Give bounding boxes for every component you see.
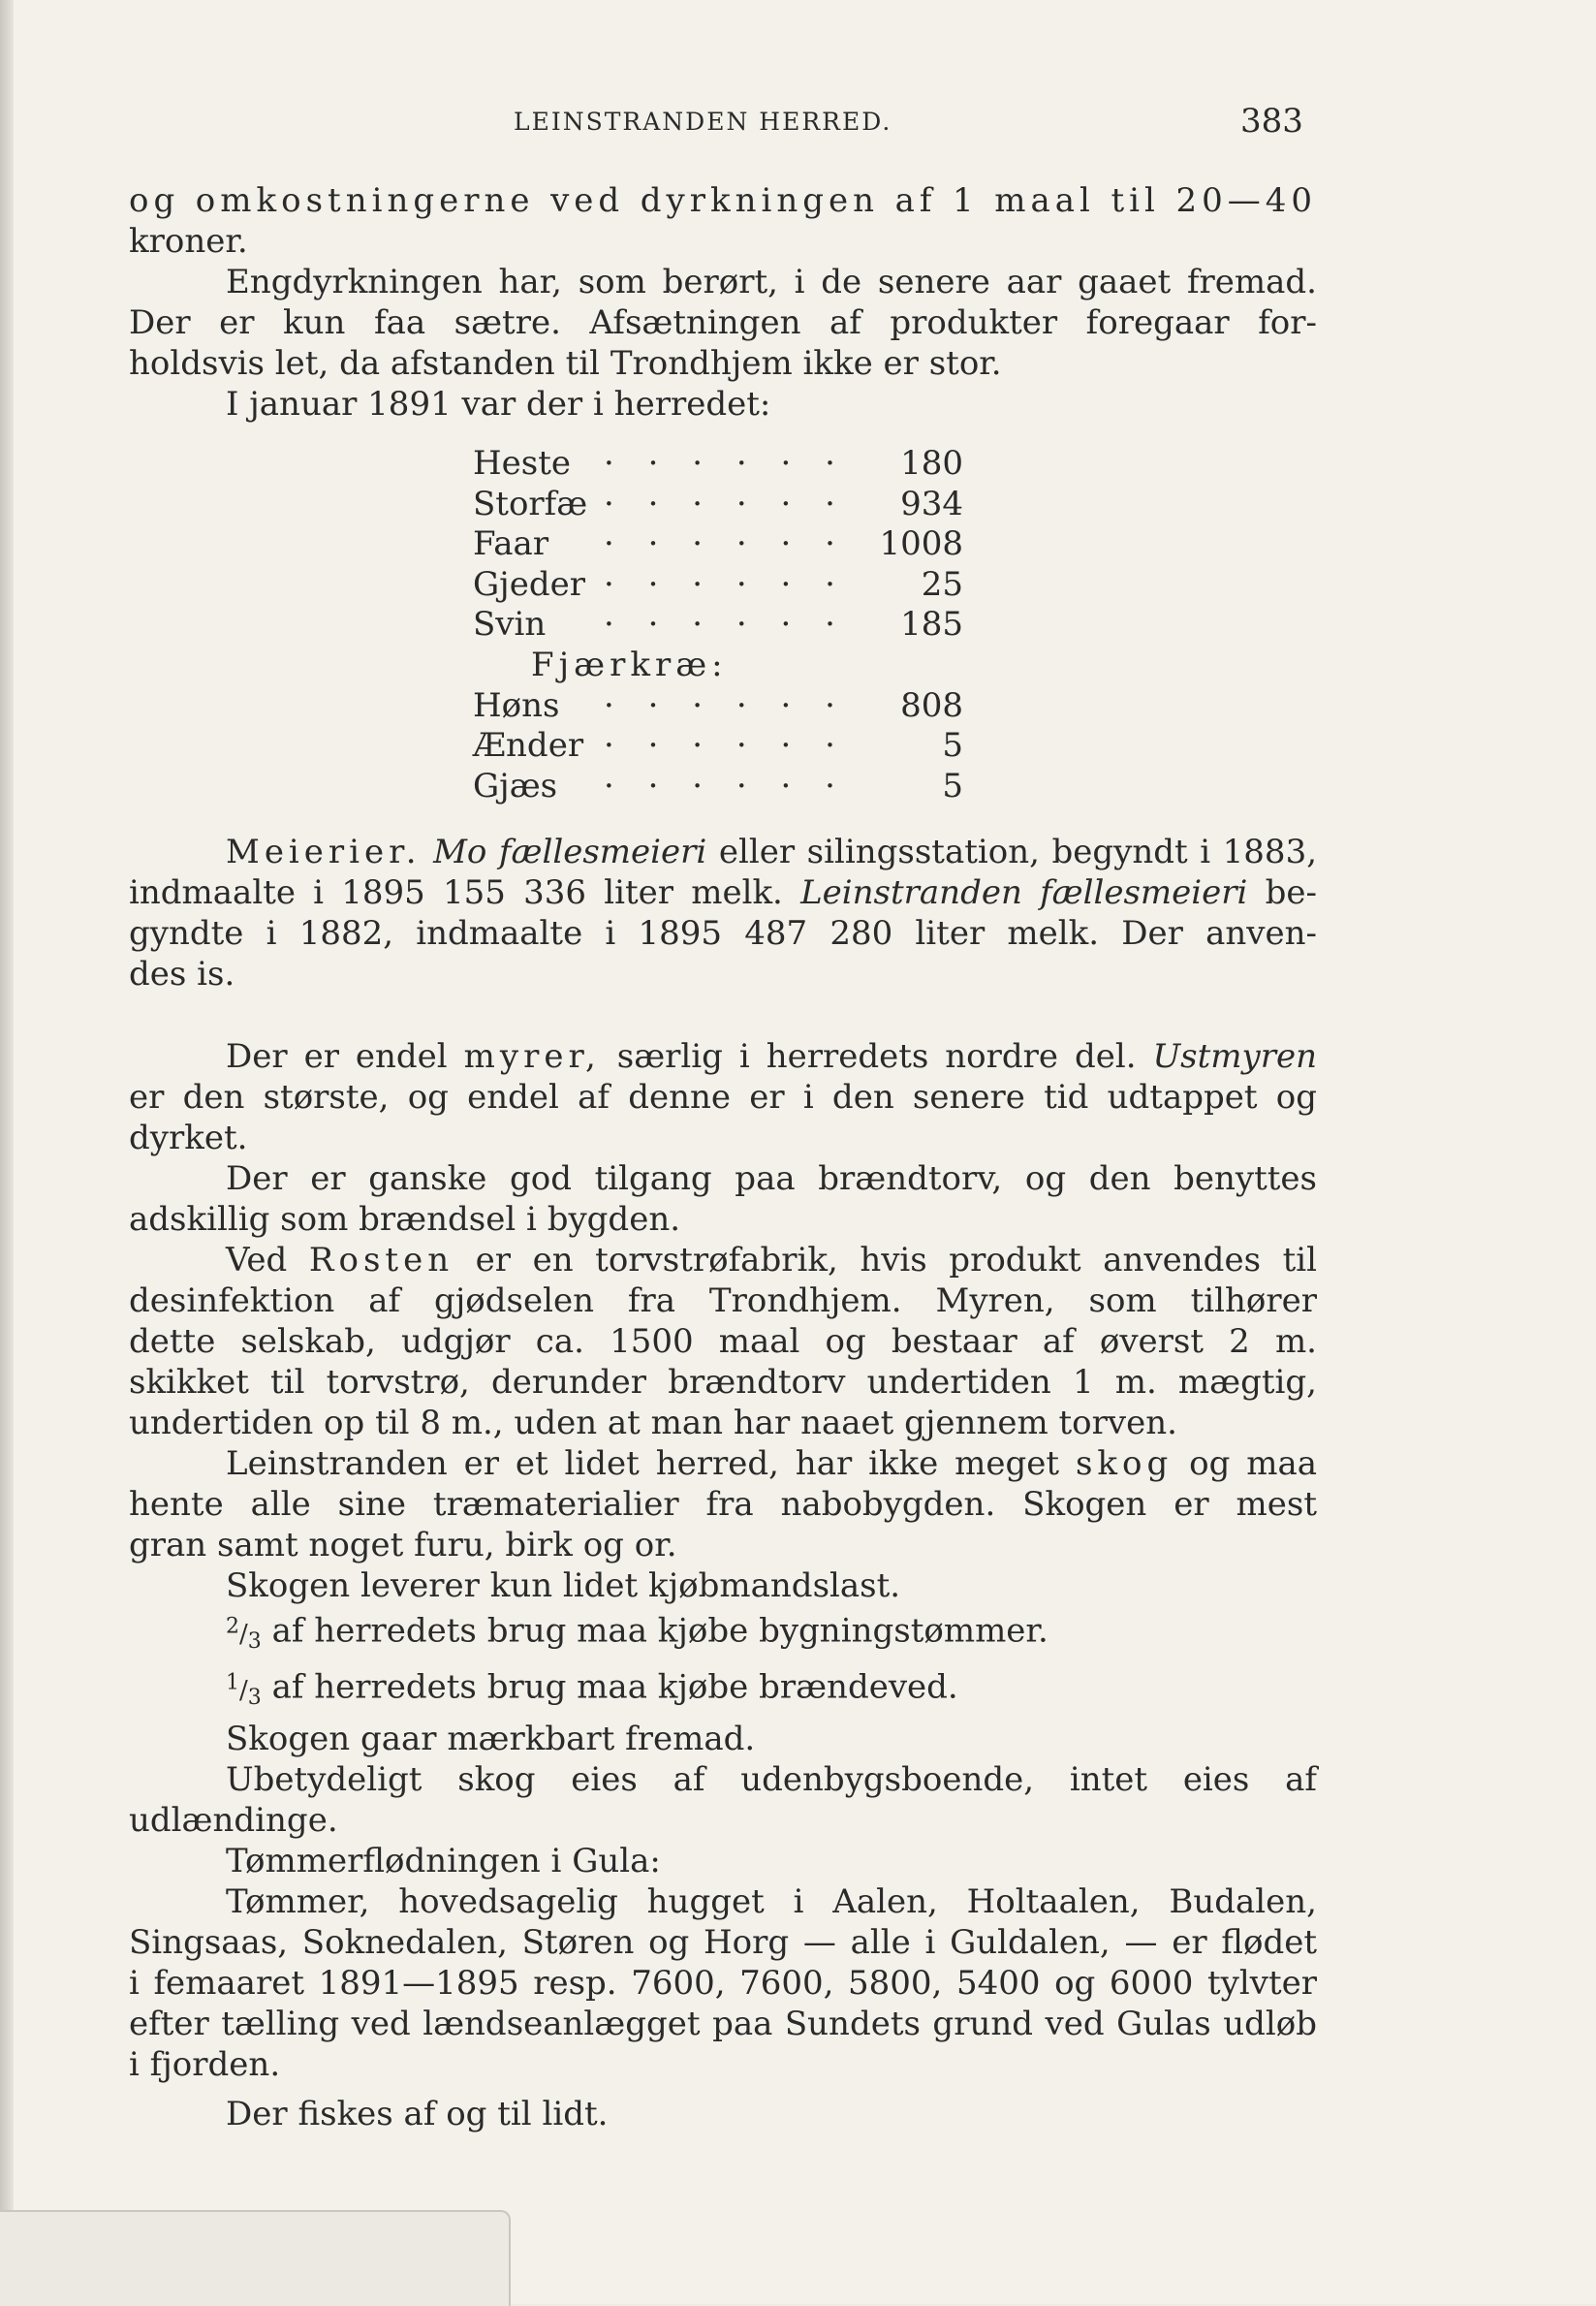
- text-line: i fjorden.: [129, 2044, 281, 2084]
- text-line: Singsaas, Soknedalen, Støren og Horg — alle i Guldalen, — er flødet: [129, 1922, 1317, 1962]
- text-line: Ubetydeligt skog eies af udenbygsboende, intet eies af: [226, 1759, 1317, 1799]
- text-line: Skogen gaar mærkbart fremad.: [226, 1719, 756, 1758]
- table-row: [473, 605, 977, 646]
- poultry-heading: Fjærkræ:: [531, 645, 728, 684]
- livestock-count: 185: [900, 605, 963, 645]
- text-line: [129, 1036, 1317, 1077]
- keyword-rosten: Rosten: [308, 1241, 454, 1279]
- livestock-count: 25: [921, 564, 963, 604]
- livestock-count: 934: [900, 484, 963, 523]
- text-span: eller silingsstation, begyndt i 1883,: [718, 833, 1318, 871]
- text-line: [129, 1240, 1317, 1280]
- text-line: Engdyrkningen har, som berørt, i de senere aar gaaet fremad.: [226, 263, 1317, 301]
- table-row: [473, 767, 977, 807]
- livestock-name: Ænder: [473, 726, 584, 766]
- keyword-skog: skog: [1075, 1444, 1174, 1483]
- text-span: er en torvstrøfabrik, hvis produkt anvendes til: [475, 1241, 1317, 1279]
- fraction-two-thirds: $^2/_3$: [226, 1614, 262, 1654]
- text-line: dette selskab, udgjør ca. 1500 maal og bestaar af øverst 2 m.: [129, 1322, 1317, 1361]
- text-line: i femaaret 1891—1895 resp. 7600, 7600, 5800, 5400 og 6000 tylvter: [129, 1963, 1317, 2003]
- fraction-numerator: 1: [226, 1669, 239, 1694]
- text-line: adskillig som brændsel i bygden.: [129, 1200, 681, 1239]
- text-span: be-: [1265, 873, 1318, 912]
- page-number: 383: [1240, 102, 1303, 141]
- page-corner-fold: [0, 2210, 511, 2306]
- table-row: [473, 726, 977, 767]
- bog-name: Ustmyren: [1152, 1037, 1318, 1076]
- intro-paragraphs: [129, 180, 1317, 425]
- leader-dots: · · · · · ·: [604, 484, 847, 523]
- leader-dots: · · · · · ·: [604, 685, 847, 725]
- text-line: Der er ganske god tilgang paa brændtorv, og den benyttes: [226, 1159, 1317, 1198]
- text-span: Leinstranden er et lidet herred, har ikke meget: [226, 1444, 1060, 1483]
- leader-dots: · · · · · ·: [604, 564, 847, 604]
- livestock-name: Faar: [473, 524, 549, 564]
- text-span: af herredets brug maa kjøbe brændeved.: [271, 1667, 958, 1707]
- page-edge: [0, 0, 14, 2304]
- text-span: indmaalte i 1895 155 336 liter melk.: [129, 873, 783, 912]
- text-span: og maa: [1189, 1444, 1317, 1483]
- text-line: udlændinge.: [129, 1800, 338, 1840]
- dairy-name: Leinstranden fællesmeieri: [800, 873, 1248, 912]
- poultry-heading-row: [473, 646, 977, 686]
- fraction-numerator: 2: [226, 1614, 239, 1638]
- leader-dots: · · · · · ·: [604, 524, 847, 564]
- livestock-name: Gjeder: [473, 564, 585, 604]
- table-row: [473, 565, 977, 606]
- text-line: [129, 832, 1317, 872]
- livestock-name: Storfæ: [473, 484, 588, 523]
- text-line: undertiden op til 8 m., uden at man har naaet gjennem torven.: [129, 1404, 1177, 1442]
- text-line: Skogen leverer kun lidet kjøbmandslast.: [226, 1566, 901, 1605]
- fraction-denominator: 3: [247, 1685, 262, 1710]
- text-line: des is.: [129, 955, 235, 994]
- myrer-paragraph: [129, 1036, 1317, 2085]
- text-line: Der er kun faa sætre. Afsætningen af produkter foregaar for-: [129, 303, 1317, 342]
- livestock-name: Gjæs: [473, 766, 558, 806]
- text-line: holdsvis let, da afstanden til Trondhjem ikke er stor.: [129, 344, 1002, 383]
- section-lead: Meierier.: [226, 833, 422, 871]
- text-line: gran samt noget furu, birk og or.: [129, 1526, 677, 1564]
- fraction-denominator: 3: [247, 1628, 262, 1654]
- livestock-count: 808: [900, 685, 963, 725]
- text-line: Tømmer, hovedsagelig hugget i Aalen, Holtaalen, Budalen,: [226, 1881, 1317, 1921]
- text-span: særlig i herredets nordre del.: [616, 1037, 1137, 1076]
- text-line: efter tælling ved lændseanlægget paa Sundets grund ved Gulas udløb: [129, 2004, 1317, 2043]
- livestock-name: Høns: [473, 685, 560, 725]
- keyword-myrer: myrer,: [463, 1037, 601, 1076]
- text-line: desinfektion af gjødselen fra Trondhjem. Myren, som tilhører: [129, 1281, 1317, 1320]
- livestock-count: 5: [942, 766, 963, 806]
- leader-dots: · · · · · ·: [604, 605, 847, 645]
- text-line: [129, 1606, 1317, 1662]
- leader-dots: · · · · · ·: [604, 726, 847, 766]
- livestock-name: Heste: [473, 444, 572, 483]
- table-row: [473, 444, 977, 485]
- text-line: er den største, og endel af denne er i den senere tid udtappet og: [129, 1078, 1317, 1117]
- livestock-table: [473, 444, 977, 806]
- text-line: hente alle sine træmaterialier fra nabobygden. Skogen er mest: [129, 1485, 1317, 1524]
- page-header: [0, 102, 1596, 141]
- livestock-count: 5: [942, 726, 963, 766]
- leader-dots: · · · · · ·: [604, 444, 847, 483]
- livestock-count: 1008: [879, 524, 963, 564]
- text-line: Der fiskes af og til lidt.: [226, 2095, 609, 2133]
- dairy-name: Mo fællesmeieri: [433, 833, 707, 871]
- text-line: [129, 1443, 1317, 1484]
- text-line: I januar 1891 var der i herredet:: [226, 385, 771, 424]
- table-row: [473, 524, 977, 565]
- table-row: [473, 686, 977, 727]
- livestock-name: Svin: [473, 605, 547, 645]
- leader-dots: · · · · · ·: [604, 766, 847, 806]
- text-line: [129, 872, 1317, 913]
- text-line: dyrket.: [129, 1119, 248, 1157]
- text-span: Ved: [226, 1241, 288, 1279]
- text-line: [129, 1662, 1317, 1719]
- text-line: skikket til torvstrø, derunder brændtorv undertiden 1 m. mægtig,: [129, 1363, 1317, 1402]
- text-span: Der er endel: [226, 1037, 448, 1076]
- text-line: gyndte i 1882, indmaalte i 1895 487 280 liter melk. Der anven-: [129, 914, 1317, 953]
- fiske-paragraph: [129, 2094, 1317, 2134]
- livestock-count: 180: [900, 444, 963, 483]
- fraction-one-third: $^1/_3$: [226, 1669, 262, 1710]
- running-title: LEINSTRANDEN HERRED.: [514, 108, 892, 136]
- text-span: af herredets brug maa kjøbe bygningstømmer.: [271, 1611, 1048, 1651]
- table-row: [473, 485, 977, 525]
- text-line: Tømmerflødningen i Gula:: [226, 1841, 661, 1880]
- text-line: og omkostningerne ved dyrkningen af 1 maal til 20—40: [129, 181, 1317, 220]
- text-line: kroner.: [129, 222, 248, 261]
- meierier-paragraph: [129, 832, 1317, 995]
